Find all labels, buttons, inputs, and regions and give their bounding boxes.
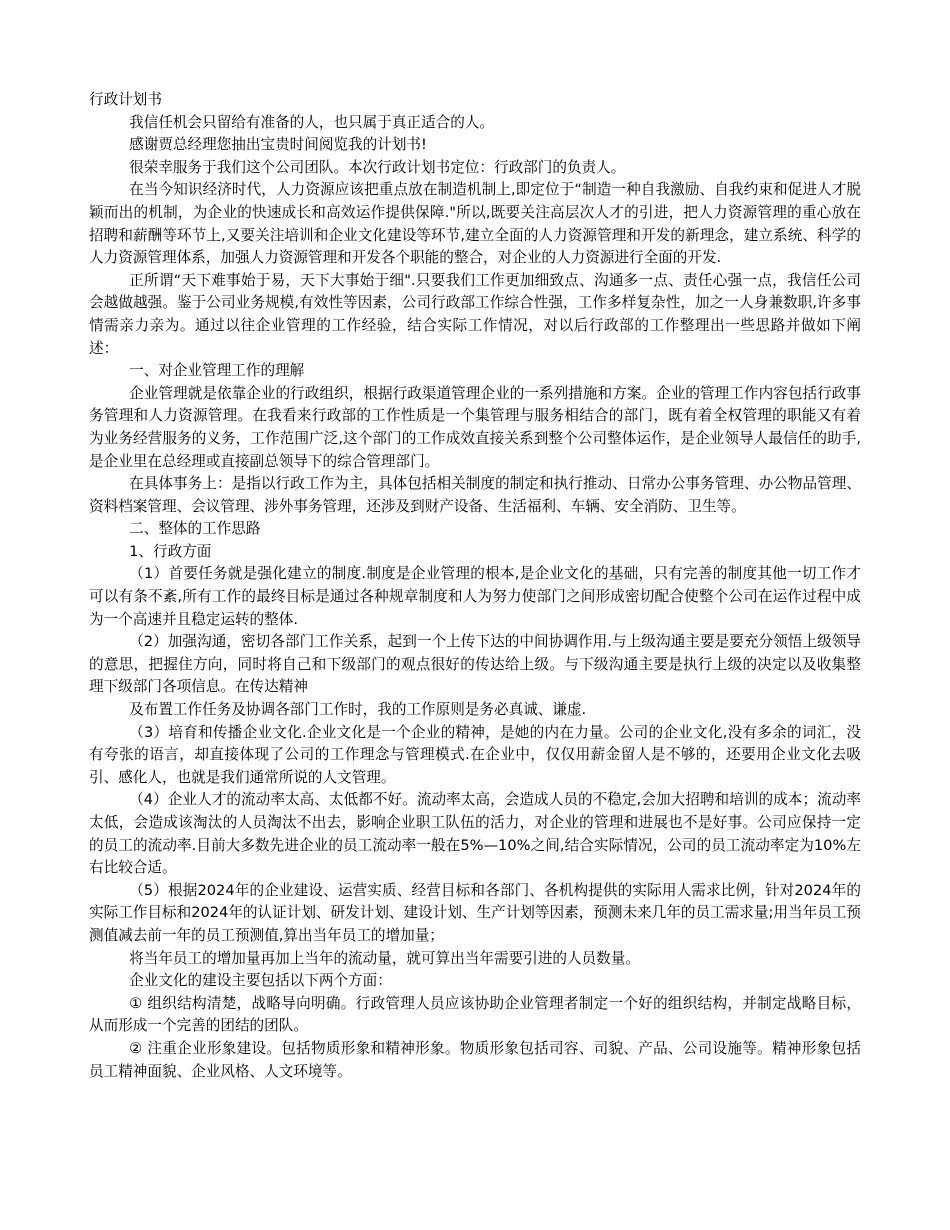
paragraph-work-principle: 及布置工作任务及协调各部门工作时，我的工作原则是务必真诚、谦虚.	[129, 701, 587, 719]
paragraph-hr-mechanism: 在当今知识经济时代，人力资源应该把重点放在制造机制上,即定位于“制造一种自我激励、自我约束和促进人才脱颖而出的机制，为企业的快速成长和高效运作提供保障."所以,既要关注高层次人才的引进，把人力资源管理的重心放在招聘和薪酬等环节上,又要关注培训和企业文化建设等环节,建立全面的人力资源管理和开发的新理念，建立系统、科学的人力资源管理体系，加强人力资源管理和开发各个职能的整合，对企业的人力资源进行全面的开发.	[89, 181, 861, 267]
list-item-staff-forecast: （5）根据2024年的企业建设、运营实质、经营目标和各部门、各机构提供的实际用人需求比例，针对2024年的实际工作目标和2024年的认证计划、研发计划、建设计划、生产计划等因素，预测未来几年的员工需求量;用当年员工预测值减去前一年的员工预测值,算出当年员工的增加量；	[89, 881, 861, 944]
paragraph-management-definition: 企业管理就是依靠企业的行政组织，根据行政渠道管理企业的一系列措施和方案。企业的管理工作内容包括行政事务管理和人力资源管理。在我看来行政部的工作性质是一个集管理与服务相结合的部门，既有着全权管理的职能又有着为业务经营服务的义务，工作范围广泛,这个部门的工作成效直接关系到整个公司整体运作，是企业领导人最信任的助手,是企业里在总经理或直接副总领导下的综合管理部门。	[89, 384, 861, 470]
list-item-turnover-rate: （4）企业人才的流动率太高、太低都不好。流动率太高，会造成人员的不稳定,会加大招聘和培训的成本；流动率太低，会造成该淘汰的人员淘汰不出去，影响企业职工队伍的活力，对企业的管理和进展也不是好事。公司应保持一定的员工的流动率.目前大多数先进企业的员工流动率一般在5%—10%之间,结合实际情况，公司的员工流动率定为10%左右比较合适。	[89, 791, 861, 877]
paragraph-opening-belief: 我信任机会只留给有准备的人，也只属于真正适合的人。	[129, 113, 494, 131]
paragraph-culture-aspects-intro: 企业文化的建设主要包括以下两个方面：	[129, 972, 392, 990]
document-title: 行政计划书	[89, 91, 162, 108]
section-heading-understanding: 一、对企业管理工作的理解	[129, 362, 305, 380]
paragraph-details-matter: 正所谓“天下难事始于易，天下大事始于细".只要我们工作更加细致点、沟通多一点、责任心强一点，我信任公司会越做越强。鉴于公司业务规模,有效性等因素，公司行政部工作综合性强，工作多样复杂性，加之一人身兼数职,许多事情需亲力亲为。通过以往企业管理的工作经验，结合实际工作情况，对以后行政部的工作整理出一些思路并做如下阐述：	[89, 271, 861, 357]
document-body	[89, 89, 861, 1083]
list-item-system-building: （1）首要任务就是强化建立的制度.制度是企业管理的根本,是企业文化的基础，只有完善的制度其他一切工作才可以有条不紊,所有工作的最终目标是通过各种规章制度和人为努力使部门之间形成密切配合使整个公司在运作过程中成为一个高速并且稳定运转的整体.	[89, 565, 861, 628]
subsection-heading-administration: 1、行政方面	[129, 542, 212, 560]
paragraph-specific-affairs: 在具体事务上：是指以行政工作为主，具体包括相关制度的制定和执行推动、日常办公事务管理、办公物品管理、资料档案管理、会议管理、涉外事务管理，还涉及到财产设备、生活福利、车辆、安全消防、卫生等。	[89, 475, 861, 515]
paragraph-thanks: 感谢贾总经理您抽出宝贵时间阅览我的计划书!	[129, 136, 427, 154]
list-item-corporate-culture: （3）培育和传播企业文化.企业文化是一个企业的精神，是她的内在力量。公司的企业文化,没有多余的词汇，没有夸张的语言，却直接体现了公司的工作理念与管理模式.在企业中，仅仅用薪金留人是不够的，还要用企业文化去吸引、感化人，也就是我们通常所说的人文管理。	[89, 723, 861, 786]
list-item-corporate-image: ② 注重企业形象建设。包括物质形象和精神形象。物质形象包括司容、司貌、产品、公司设施等。精神形象包括员工精神面貌、企业风格、人文环境等。	[89, 1039, 861, 1080]
paragraph-position: 很荣幸服务于我们这个公司团队。本次行政计划书定位：行政部门的负责人。	[129, 158, 626, 176]
list-item-organization-structure: ① 组织结构清楚，战略导向明确。行政管理人员应该协助企业管理者制定一个好的组织结构，并制定战略目标，从而形成一个完善的团结的团队。	[89, 994, 861, 1035]
section-heading-overall-approach: 二、整体的工作思路	[129, 520, 261, 538]
list-item-communication: （2）加强沟通，密切各部门工作关系，起到一个上传下达的中间协调作用.与上级沟通主要是要充分领悟上级领导的意思，把握住方向，同时将自己和下级部门的观点很好的传达给上级。与下级沟通主要是执行上级的决定以及收集整理下级部门各项信息。在传达精神	[89, 633, 861, 696]
paragraph-hiring-count: 将当年员工的增加量再加上当年的流动量，就可算出当年需要引进的人员数量。	[129, 949, 640, 967]
